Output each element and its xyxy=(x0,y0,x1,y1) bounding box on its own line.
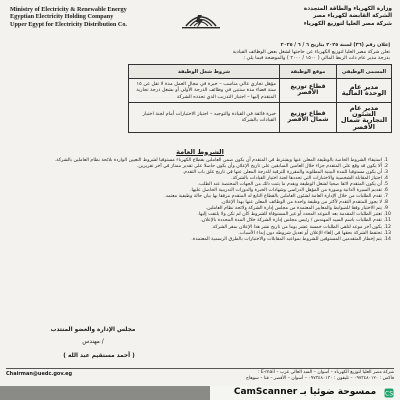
list-item: 6. تقديم السيرة الذاتية وصورة من المؤهل الدراسي وشهادات الخبرة والدورات التدريبية الحاصل عليها. xyxy=(0,188,382,194)
camscanner-watermark xyxy=(210,386,400,400)
general-conditions-list xyxy=(0,158,394,243)
list-item: 5. أن يكون المتقدم لائقا صحيا لشغل الوظيفة ويقدم ما يثبت ذلك من الجهات المختصة عند الطلب. xyxy=(0,182,382,188)
announcement-line-2: بدرجة مدير عام ذات الربط المالي ( ١٥٠٠ / ٢٠٠٠ ) والموضحة فيما يلي : xyxy=(243,55,390,62)
table-row xyxy=(129,79,392,103)
list-item: 14. يتم إخطار المتقدمين المستوفين للشروط بمواعيد المقابلات والاختبارات بالطرق الرسمية المعتمدة. xyxy=(0,237,382,243)
job-location-cell: قطاع توزيع شمال الأقصر xyxy=(280,102,337,132)
header-ar-ministry: وزارة الكهرباء والطاقة المتجددة xyxy=(303,6,392,12)
list-item: 12. يكون آخر موعد لتلقي الطلبات خمسة عشر يوما من تاريخ نشر هذا الإعلان بمقر الشركة. xyxy=(0,225,382,231)
list-item: 9. يتم الاختيار وفقا للضوابط والمعايير المعتمدة من مجلس إدارة الشركة ولائحة نظام العاملين. xyxy=(0,206,382,212)
header-english xyxy=(10,6,127,28)
camscanner-logo-icon xyxy=(384,388,394,398)
header-ar-holding: الشركة القابضة لكهرباء مصر xyxy=(313,13,392,20)
list-item: 11. تقدم الطلبات باسم السيد المهندس / رئيس مجلس إدارة الشركة خلال المدة المحددة بالإعلان. xyxy=(0,218,382,224)
list-item: 7. تقدم الطلبات من خلال الإدارة العامة لشئون العاملين بالقطاع التابع له المتقدم مرفقا بها بيان حالة وظيفية معتمد. xyxy=(0,194,382,200)
signature-title: مهندس / xyxy=(82,339,104,345)
footer-line-2: فاكس : ٠٩٧٣٤٨٠١٢٠ – تليفون : ٠٩٧٣٤٨٠١٣٠ – أسوان – الأقصر – قنا – سوهاج xyxy=(246,376,394,382)
job-conditions-cell: خبرة فائقة في القيادة والتوجيه – اجتياز الاختبارات أمام لجنة اختيار القيادات بالشركة xyxy=(129,102,280,132)
signature-name: ( أحمد مستقيم عبد الله ) xyxy=(63,353,135,359)
col-job-conditions: شروط شغل الوظيفة xyxy=(129,65,280,79)
footer-address xyxy=(6,370,394,383)
footer-email[interactable]: Chairman@uedc.gov.eg xyxy=(6,371,73,377)
svg-text:CS: CS xyxy=(385,390,393,398)
col-job-location: موقع الوظيفة xyxy=(280,65,337,79)
list-item: 4. اجتياز المقابلة الشخصية والاختبارات التي تحددها لجنة اختيار القيادات بالشركة. xyxy=(0,176,382,182)
jobs-table xyxy=(128,64,392,133)
list-item: 13. تحتفظ الشركة بحقها في إلغاء الإعلان أو تعديل شروطه دون إبداء الأسباب. xyxy=(0,231,382,237)
job-conditions-cell: مؤهل تجاري عالي مناسب – خبرة في مجال العمل مدة لا تقل عن ١٥ سنة قضاء مدة سنتين في وظائف الدرجة الأولى أو بشغل درجة تجارية المتقدم إليها – اجتياز التدريب الذي تحدده الشركة xyxy=(129,79,280,103)
footer-divider xyxy=(6,368,394,369)
list-item: 1. استيفاء الشروط الخاصة بالوظيفة المعلن عنها ويشترط في المتقدم أن يكون ضمن العاملين بقطاع الكهرباء مستوفيا لشروط التعيين الواردة بلائحة نظام العاملين بالشركة. xyxy=(0,158,382,164)
job-location-cell: قطاع توزيع الأقصر xyxy=(280,79,337,103)
list-item: 10. تعتبر الطلبات المقدمة بعد الموعد المحدد أو غير المستوفاة للشروط كأن لم تكن ولا يلتفت إليها. xyxy=(0,212,382,218)
table-row xyxy=(129,102,392,132)
job-title-cell: مدير عام الشئون التجارية شمال الأقصر xyxy=(337,102,392,132)
header-en-ministry: Ministry of Electricity & Renewable Energy xyxy=(10,6,127,13)
list-item: 2. ألا يكون قد وقع على المتقدم جزاء خلال العامين السابقين على تاريخ الإعلان وأن يكون حاصلا على تقدير ممتاز في آخر تقريرين. xyxy=(0,164,382,170)
announcement-line-1: تعلن شركة مصر العليا لتوزيع الكهرباء عن حاجتها لشغل بعض الوظائف القيادية xyxy=(232,48,390,55)
header-en-holding: Egyptian Electricity Holding Company xyxy=(10,13,114,21)
header-en-company: Upper Egypt for Electricity Distribution Co. xyxy=(10,20,127,28)
list-item: 8. لا يجوز للمتقدم التقدم لأكثر من وظيفة واحدة من الوظائف المعلن عنها بهذا الإعلان. xyxy=(0,200,382,206)
announcement xyxy=(10,42,390,62)
announcement-number: إعلان رقم (٣٦) لسنة ٢٠٢٥ بتاريخ ٦ / ٦ / ٢٠٢٥ xyxy=(280,42,390,48)
footer-line-1: شركة مصر العليا لتوزيع الكهرباء – أسوان – السد العالي غرب – E-mail : xyxy=(257,370,394,375)
general-conditions-title: الشروط العامة xyxy=(176,148,224,156)
jobs-table-header xyxy=(129,65,392,79)
col-job-title: المسمى الوظيفي xyxy=(337,65,392,79)
header-ar-company: شركة مصر العليا لتوزيع الكهرباء xyxy=(303,20,392,27)
camscanner-text: ممسوحة ضوئيا بـ CamScanner xyxy=(233,387,377,397)
signature-department: مجلس الإدارة والعضو المنتدب xyxy=(50,327,136,333)
list-item: 3. أن يكون مستوفيا للمدة البينية المطلوبة والمقررة للترقية للدرجة المعلن عنها في تاريخ غلق باب التقدم. xyxy=(0,170,382,176)
company-logo xyxy=(176,6,226,30)
job-title-cell: مدير عام الوحدة المالية xyxy=(337,79,392,103)
header-arabic xyxy=(304,6,392,28)
